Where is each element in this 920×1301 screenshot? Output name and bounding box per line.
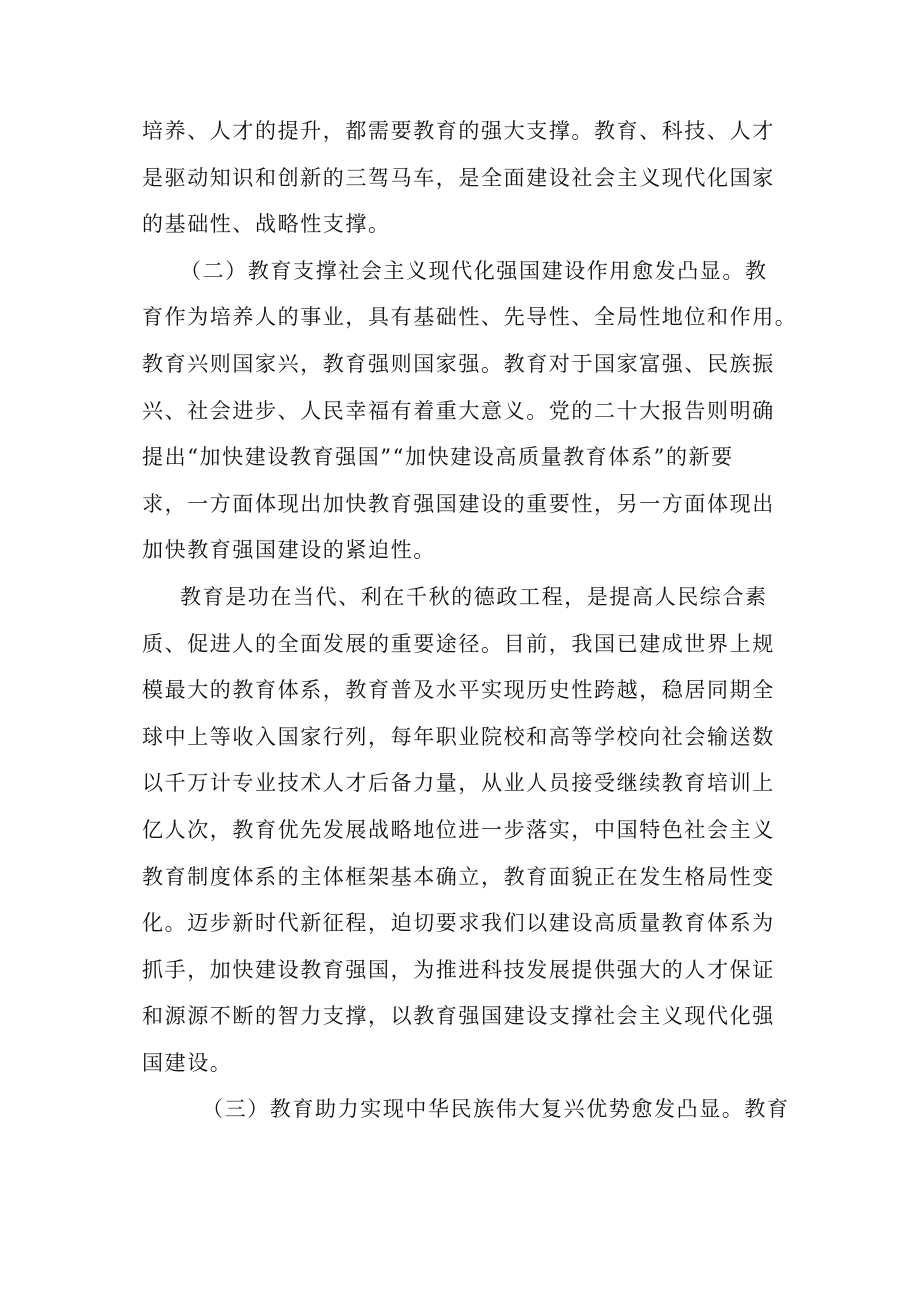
text-line: 亿人次，教育优先发展战略地位进一步落实，中国特色社会主义 — [142, 817, 775, 842]
text-line: 教育兴则国家兴，教育强则国家强。教育对于国家富强、民族振 — [142, 351, 775, 376]
text-line: 育作为培养人的事业，具有基础性、先导性、全局性地位和作用。 — [142, 305, 798, 330]
body-text — [142, 108, 798, 1133]
text-line: 模最大的教育体系，教育普及水平实现历史性跨越，稳居同期全 — [142, 678, 775, 703]
text-line: 抓手，加快建设教育强国，为推进科技发展提供强大的人才保证 — [142, 957, 775, 982]
text-line: 以千万计专业技术人才后备力量，从业人员接受继续教育培训上 — [142, 771, 775, 796]
text-line: 兴、社会进步、人民幸福有着重大意义。党的二十大报告则明确 — [142, 398, 775, 423]
text-line: 是驱动知识和创新的三驾马车，是全面建设社会主义现代化国家 — [142, 165, 775, 190]
text-line: 国建设。 — [142, 1050, 233, 1075]
text-line: 质、促进人的全面发展的重要途径。目前，我国已建成世界上规 — [142, 631, 775, 656]
section-heading-line: （三）教育助力实现中华民族伟大复兴优势愈发凸显。教育 — [202, 1097, 790, 1122]
text-line: 求，一方面体现出加快教育强国建设的重要性，另一方面体现出 — [142, 491, 775, 516]
text-line: 提出“加快建设教育强国”“加快建设高质量教育体系”的新要 — [142, 445, 734, 470]
paragraph-first-line: 教育是功在当代、利在千秋的德政工程，是提高人民综合素 — [180, 584, 768, 609]
text-line: 球中上等收入国家行列，每年职业院校和高等学校向社会输送数 — [142, 724, 775, 749]
text-line: 化。迈步新时代新征程，迫切要求我们以建设高质量教育体系为 — [142, 911, 775, 936]
text-line: 教育制度体系的主体框架基本确立，教育面貌正在发生格局性变 — [142, 864, 775, 889]
text-line: 和源源不断的智力支撑，以教育强国建设支撑社会主义现代化强 — [142, 1004, 775, 1029]
section-heading-line: （二）教育支撑社会主义现代化强国建设作用愈发凸显。教 — [180, 258, 768, 283]
text-line: 培养、人才的提升，都需要教育的强大支撑。教育、科技、人才 — [142, 119, 775, 143]
text-line: 的基础性、战略性支撑。 — [142, 212, 391, 237]
text-line: 加快教育强国建设的紧迫性。 — [142, 538, 436, 563]
